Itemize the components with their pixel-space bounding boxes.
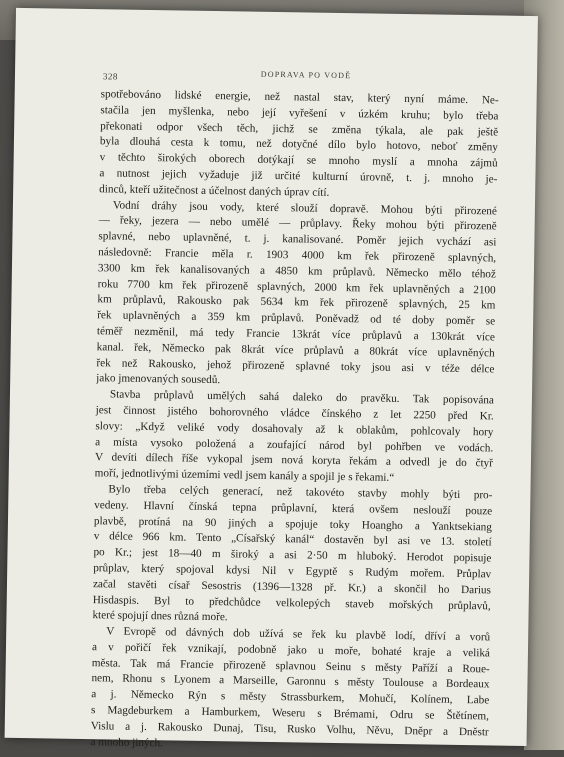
text-line: jako jmenovaných sousedů.	[96, 372, 221, 387]
text-line: Bylo třeba celých generací, než takovéto stavby mohly býti pro-	[108, 483, 493, 502]
text-line: nem, Rhonu s Lyonem a Marseille, Garonnu s městy Toulouse a Bordeaux	[91, 672, 490, 691]
text-line: s Magdeburkem a Hamburkem, Weseru s Brémami, Odru se Štětínem,	[90, 704, 490, 723]
page-header	[103, 67, 509, 87]
text-line: 3300 km řek kanalisovaných a 4850 km průplavů. Německo mělo téhož	[97, 261, 497, 281]
text-line: a místa vysoko položená a zoufající národ byl pohřben ve vodách.	[95, 435, 494, 454]
text-line: překonati odpor všech těch, jichž se změna týkala, ale pak ještě	[100, 119, 499, 139]
text-line: téměř nezměnil, má tedy Francie 13krát více průplavů a 130krát více	[96, 325, 496, 344]
running-title: DOPRAVA PO VODĚ	[260, 69, 352, 81]
text-line: města. Tak má Francie přirozeně splavnou Seinu s městy Paříží a Roue-	[91, 656, 490, 676]
text-line: v délce 966 km. Tento „Císařský kanál“ dostavěn byl asi ve 13. století	[93, 530, 492, 549]
text-line: stačila jen myšlenka, nebo její vyřešení v úzkém kruhu; bylo třeba	[100, 104, 499, 123]
text-line: jest činnost jistého bohorovného vládce čínského z let 2250 před Kr.	[95, 404, 494, 423]
text-line: dinců, kteří užitečnost a účelnost daných úprav cítí.	[99, 183, 330, 199]
text-line: Vislu a j. Rakousko Dunaj, Tisu, Rusko Volhu, Něvu, Dněpr a Dněstr	[90, 720, 489, 739]
text-line: vedeny. Hlavní čínská tepna průplavní, která ovšem neslouží pouze	[94, 498, 493, 518]
text-line: moří, jednotlivými územími vedl jsem kanály a spojil je s řekami.“	[94, 467, 395, 485]
text-line: a j. Německo Rýn s městy Strassburkem, Mohučí, Kolínem, Labe	[91, 688, 490, 707]
text-line: průplav, který spojoval kdysi Nil v Egyptě s Rudým mořem. Průplav	[93, 562, 492, 581]
body-text	[90, 87, 498, 757]
text-line: — řeky, jezera — nebo umělé — průplavy. Řeky mohou býti přirozeně	[98, 214, 497, 233]
text-line: splavné, nebo uplavněné, t. j. kanalisované. Poměr jejich vychází asi	[98, 230, 497, 249]
text-line: v těchto širokých oborech dotýkají se mnoho myslí a mnoha zájmů	[99, 151, 498, 170]
text-line: V devíti dílech říše vykopal jsem nová koryta řekám a odvedl je do čtyř	[94, 451, 494, 470]
text-line: km průplavů, Rakousko pak 5634 km řek přirozeně splavných, 25 km	[97, 293, 496, 312]
text-line: které spojují dnes různá moře.	[92, 609, 228, 624]
text-line: spotřebováno lidské energie, než nastal stav, který nyní máme. Ne-	[100, 88, 499, 107]
text-line: řek uplavněných a 359 km průplavů. Poněvadž od té doby poměr se	[97, 309, 496, 328]
text-line: po Kr.; jest 18—40 m široký a asi 2·50 m hluboký. Herodot popisuje	[93, 546, 492, 565]
text-line: Stavba průplavů umělých sahá daleko do pravěku. Tak popisována	[109, 388, 495, 407]
text-line: řek než Rakousko, jehož přirozeně splavné toky jsou asi v téže délce	[96, 356, 495, 376]
text-line: a nutnost jejich vyžaduje již určité kulturní úrovně, t. j. mnoho je-	[99, 167, 498, 186]
text-line: následovně: Francie měla r. 1903 4000 km řek přirozeně splavných,	[98, 246, 497, 265]
text-line: začal stavěti císař Sesostris (1396—1328 př. Kr.) a skončil ho Darius	[92, 577, 492, 597]
text-line: V Evropě od dávných dob užívá se řek ku plavbě lodí, dříví a vorů	[106, 625, 491, 644]
text-line: slovy: „Když veliké vody dosahovaly až k oblakům, pohlcovaly hory	[95, 419, 494, 439]
text-line: plavbě, protíná na 90 jiných a spojuje toky Hoangho a Yanktsekiang	[93, 514, 493, 533]
page-number: 328	[102, 71, 119, 82]
text-line: Hisdaspis. Byl to předchůdce velkolepých staveb mořských průplavů,	[92, 593, 491, 612]
book-page	[5, 8, 538, 749]
text-line: byla dlouhá cesta k tomu, než dotyčné dílo bylo hotovo, neboť změny	[99, 135, 498, 154]
text-line: a v pořičí řek vznikají, podobně jako u moře, bohaté kraje a veliká	[91, 641, 491, 660]
text-line: kanal. řek, Německo pak 8krát více průplavů a 80krát více uplavněných	[96, 340, 495, 360]
text-line: a mnoho jiných.	[90, 735, 164, 749]
text-line: Vodní dráhy jsou vody, které slouží dopravě. Mohou býti přirozené	[112, 199, 497, 218]
text-line: roku 7700 km řek přirozeně splavných, 2000 km řek uplavněných a 2100	[97, 277, 496, 297]
